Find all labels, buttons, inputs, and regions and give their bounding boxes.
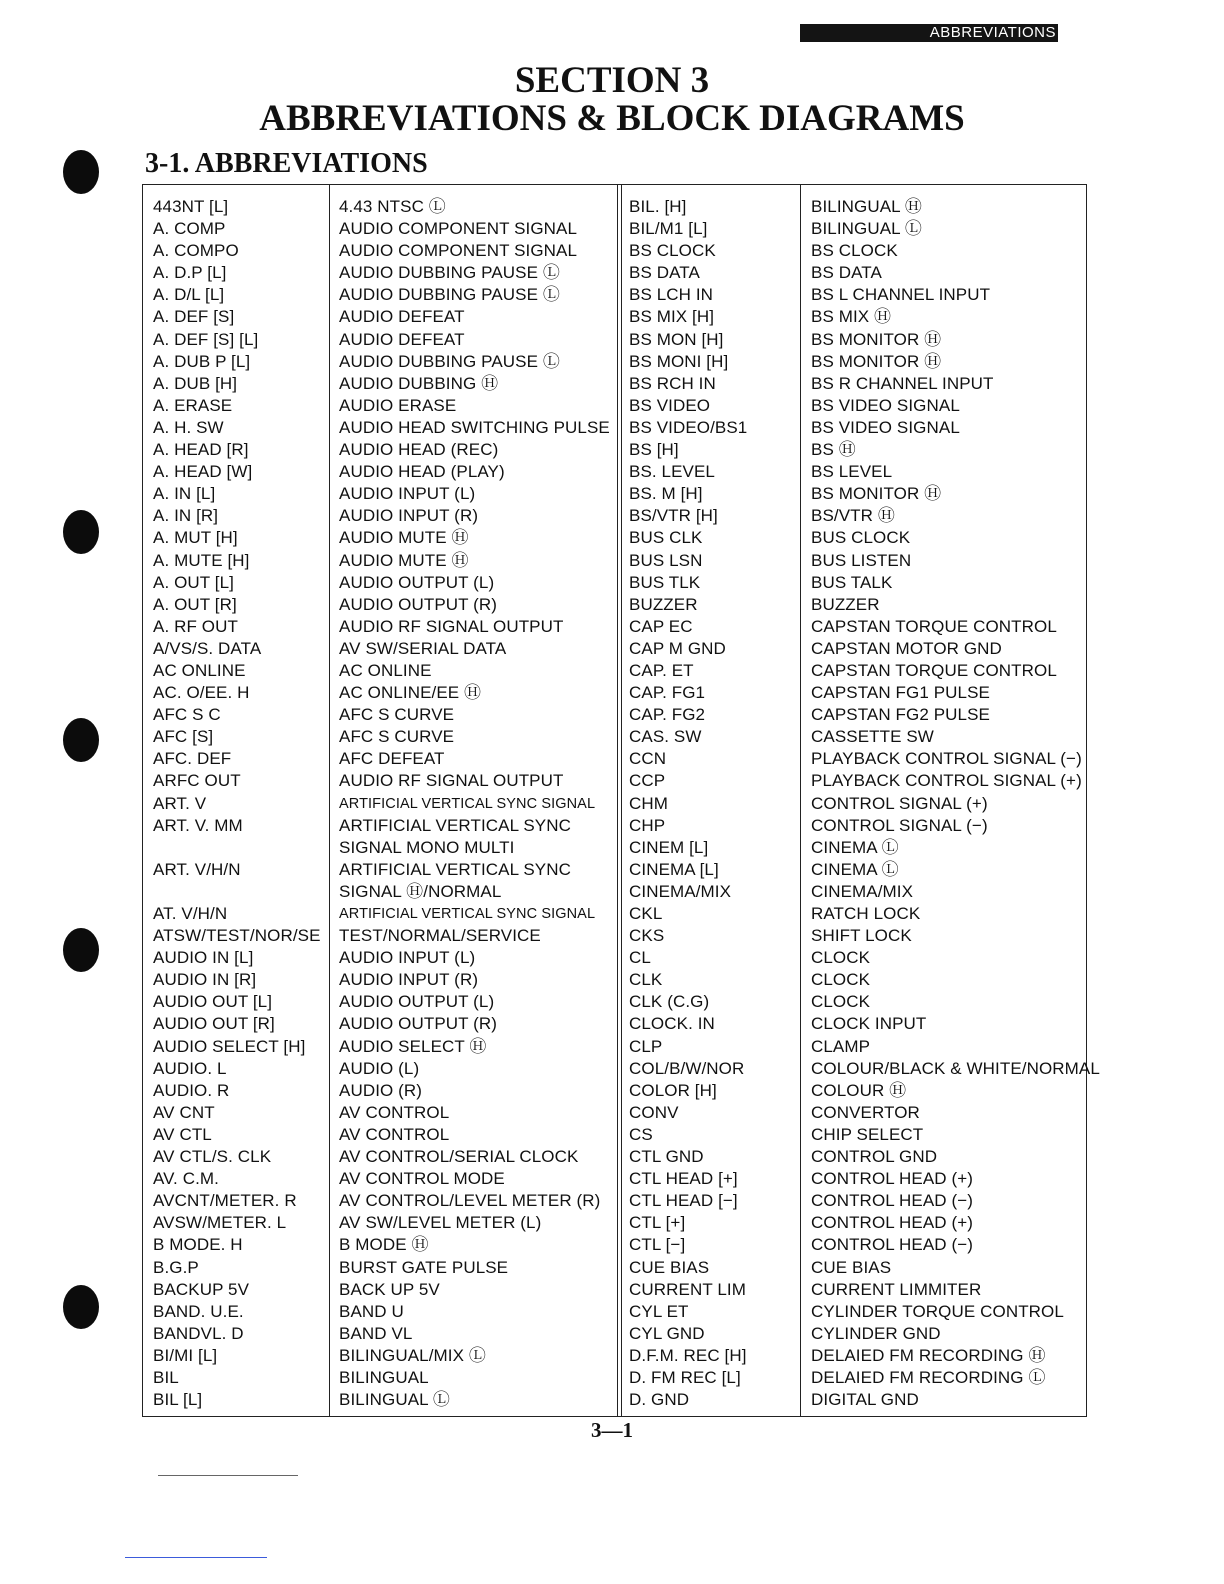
meaning-cell: CLOCK [811,948,871,968]
abbreviation-cell: COL/B/W/NOR [629,1058,745,1078]
abbreviation-cell: AUDIO IN [R] [153,970,257,990]
abbreviation-cell: CHP [629,815,666,835]
abbreviation-cell: CCP [629,771,666,791]
abbreviation-cell: A. D/L [L] [153,285,225,305]
abbreviation-cell: AFC S C [153,705,221,725]
section-subtitle-main: ABBREVIATIONS & BLOCK DIAGRAMS [259,98,965,139]
meaning-cell: AUDIO (R) [339,1080,423,1100]
meaning-cell: BS MIX Ⓗ [811,307,892,327]
meaning-cell: CYLINDER TORQUE CONTROL [811,1301,1064,1321]
meaning-cell: BS L CHANNEL INPUT [811,285,991,305]
abbreviation-cell: AUDIO. R [153,1080,230,1100]
meaning-cell: DIGITAL GND [811,1390,919,1410]
abbreviation-cell: BS [H] [629,440,679,460]
abbreviation-cell: BANDVL. D [153,1323,244,1343]
meaning-cell: AFC S CURVE [339,727,455,747]
abbreviation-cell: AC. O/EE. H [153,683,250,703]
meaning-cell: BS DATA [811,263,882,283]
abbreviation-cell: CINEM [L] [629,837,709,857]
abbreviation-cell: AUDIO. L [153,1058,227,1078]
meaning-cell: BUS CLOCK [811,528,911,548]
abbreviation-cell [153,881,321,903]
meaning-cell: CINEMA Ⓛ [811,859,899,879]
meaning-cell: AUDIO RF SIGNAL OUTPUT [339,771,564,791]
abbreviation-cell: CYL ET [629,1301,689,1321]
meaning-cell: BS MONITOR Ⓗ [811,329,942,349]
meaning-cell: AUDIO DUBBING Ⓗ [339,373,499,393]
abbreviation-cell: A. COMPO [153,241,239,261]
abbreviation-cell: AUDIO SELECT [H] [153,1036,306,1056]
abbreviation-cell: BS VIDEO [629,395,711,415]
abbreviation-cell: 443NT [L] [153,197,229,216]
abbreviation-cell: BAND. U.E. [153,1301,244,1321]
abbreviation-cell: CCN [629,749,667,769]
meaning-cell: RATCH LOCK [811,904,921,923]
meaning-cell: BS MONITOR Ⓗ [811,351,942,371]
meaning-cell: AUDIO DEFEAT [339,307,465,327]
abbreviation-cell: CTL HEAD [−] [629,1191,738,1211]
abbreviation-cell: CINEMA [L] [629,859,719,879]
abbreviation-cell: A. HEAD [R] [153,440,249,460]
abbreviation-cell: A. OUT [R] [153,594,237,614]
meaning-cell: BACK UP 5V [339,1279,440,1299]
meaning-cell: PLAYBACK CONTROL SIGNAL (+) [811,771,1082,791]
meaning-cell: SIGNAL MONO MULTI [339,837,515,857]
meaning-cell: BUS TALK [811,572,893,592]
meaning-cell: COLOUR Ⓗ [811,1080,907,1100]
meaning-cell: BILINGUAL/MIX Ⓛ [339,1345,486,1365]
abbreviation-cell: CLK (C.G) [629,992,710,1012]
abbreviation-cell: CKL [629,904,663,923]
abbreviation-cell: A. H. SW [153,417,224,437]
abbreviation-cell: A. DEF [S] [L] [153,329,259,349]
abbreviation-cell: A. MUTE [H] [153,550,250,570]
abbreviation-cell: CLP [629,1036,663,1056]
abbreviation-cell: BS DATA [629,263,700,283]
column-divider [800,185,801,1416]
abbreviation-cell: CAP. FG1 [629,683,706,703]
meaning-cell: DELAIED FM RECORDING Ⓛ [811,1367,1046,1387]
abbreviation-cell: CURRENT LIM [629,1279,746,1299]
abbreviation-cell: CYL GND [629,1323,705,1343]
meaning-cell: CLAMP [811,1036,871,1056]
meaning-cell: BILINGUAL [339,1367,429,1387]
meaning-cell: AUDIO HEAD SWITCHING PULSE [339,417,610,437]
abbreviation-cell: CONV [629,1102,679,1122]
abbreviation-cell: BIL [L] [153,1390,203,1410]
meaning-cell: AUDIO RF SIGNAL OUTPUT [339,616,564,636]
meaning-cell: CLOCK INPUT [811,1014,927,1034]
abbreviation-cell: BIL [153,1367,179,1387]
abbreviation-cell: A. D.P [L] [153,263,227,283]
meaning-cell: CAPSTAN TORQUE CONTROL [811,660,1057,680]
meaning-cell: PLAYBACK CONTROL SIGNAL (−) [811,749,1082,769]
meaning-cell: BS LEVEL [811,462,893,482]
abbreviation-cell: CTL [−] [629,1235,686,1255]
abbreviation-cell: BS LCH IN [629,285,714,305]
meaning-cell: BS Ⓗ [811,440,856,460]
abbreviation-cell: CS [629,1124,653,1144]
abbreviation-cell: A. HEAD [W] [153,462,253,482]
abbreviation-cell: AUDIO IN [L] [153,948,254,968]
abbreviation-cell: CL [629,948,651,968]
meaning-cell: AUDIO INPUT (L) [339,948,476,968]
meaning-cell: AFC S CURVE [339,705,455,725]
meaning-cell: AUDIO OUTPUT (L) [339,572,495,592]
meaning-cell: DELAIED FM RECORDING Ⓗ [811,1345,1046,1365]
meaning-cell: BS CLOCK [811,241,898,261]
abbreviation-cell: AVSW/METER. L [153,1213,287,1233]
abbreviation-cell: CTL HEAD [+] [629,1169,738,1189]
abbreviation-cell: AC ONLINE [153,660,246,680]
abbreviation-cell: BIL. [H] [629,197,687,216]
meaning-cell: AUDIO ERASE [339,395,457,415]
meaning-cell: AUDIO HEAD (PLAY) [339,462,505,482]
column-divider [621,185,622,1416]
meaning-cell: CONTROL HEAD (−) [811,1235,974,1255]
meaning-cell: AUDIO OUTPUT (L) [339,992,495,1012]
divider [125,1557,267,1558]
abbreviation-cell: A. IN [R] [153,506,219,526]
meaning-cell: AUDIO SELECT Ⓗ [339,1036,487,1056]
meaning-cell: AV CONTROL MODE [339,1169,505,1189]
meaning-cell: AUDIO DUBBING PAUSE Ⓛ [339,263,560,283]
abbreviation-cell: CAP. FG2 [629,705,706,725]
meaning-cell: CHIP SELECT [811,1124,924,1144]
abbreviation-cell: CAS. SW [629,727,702,747]
abbreviation-cell: D.F.M. REC [H] [629,1345,747,1365]
meaning-cell: CONTROL GND [811,1147,938,1167]
meaning-cell: AC ONLINE [339,660,432,680]
meaning-cell: CASSETTE SW [811,727,934,747]
abbreviation-column-1 [153,196,321,1411]
abbreviation-cell: COLOR [H] [629,1080,717,1100]
abbreviation-cell: BUS TLK [629,572,701,592]
abbreviation-cell: CAP M GND [629,638,726,658]
meaning-cell: SIGNAL Ⓗ/NORMAL [339,881,502,901]
meaning-cell: BUS LISTEN [811,550,912,570]
abbreviation-cell: A. DEF [S] [153,307,235,327]
abbreviation-column-2 [629,196,747,1411]
abbreviation-cell: CAP EC [629,616,693,636]
abbreviation-cell: A. OUT [L] [153,572,234,592]
abbreviation-cell: BS VIDEO/BS1 [629,417,748,437]
abbreviation-cell: BUZZER [629,594,698,614]
divider [158,1475,298,1476]
abbreviation-cell: BACKUP 5V [153,1279,250,1299]
column-divider [329,185,330,1416]
abbreviation-cell: BS/VTR [H] [629,506,718,526]
abbreviation-cell [153,837,321,859]
page-number: 3—1 [591,1418,633,1442]
abbreviation-cell: BIL/M1 [L] [629,219,708,239]
meaning-cell: CINEMA Ⓛ [811,837,899,857]
meaning-cell: ARTIFICIAL VERTICAL SYNC SIGNAL [339,795,596,812]
abbreviation-cell: A. IN [L] [153,484,216,504]
meaning-cell: CINEMA/MIX [811,881,914,901]
meaning-cell: AUDIO INPUT (R) [339,506,479,526]
meaning-cell: ARTIFICIAL VERTICAL SYNC [339,815,571,835]
abbreviation-cell: CAP. ET [629,660,694,680]
meaning-cell: 4.43 NTSC Ⓛ [339,197,446,216]
abbreviation-cell: ARFC OUT [153,771,241,791]
abbreviation-cell: D. FM REC [L] [629,1367,741,1387]
abbreviation-cell: AT. V/H/N [153,904,228,923]
meaning-cell: CAPSTAN TORQUE CONTROL [811,616,1057,636]
meaning-cell: AUDIO COMPONENT SIGNAL [339,219,578,239]
meaning-cell: AV CONTROL [339,1102,450,1122]
abbreviation-cell: CTL [+] [629,1213,686,1233]
meaning-cell: CYLINDER GND [811,1323,941,1343]
abbreviation-cell: A. DUB P [L] [153,351,251,371]
abbreviation-cell: CUE BIAS [629,1257,710,1277]
meaning-cell: CONTROL SIGNAL (+) [811,793,988,813]
abbreviation-cell: BI/MI [L] [153,1345,218,1365]
column-divider [617,185,618,1416]
meaning-cell: B MODE Ⓗ [339,1235,429,1255]
abbreviation-cell: ART. V [153,793,207,813]
binder-hole [63,928,99,972]
meaning-cell: AV CONTROL [339,1124,450,1144]
abbreviation-cell: CKS [629,926,665,946]
meaning-cell: AUDIO DUBBING PAUSE Ⓛ [339,285,560,305]
meaning-cell: CURRENT LIMMITER [811,1279,982,1299]
meaning-cell: AUDIO COMPONENT SIGNAL [339,241,578,261]
meaning-cell: CLOCK [811,970,871,990]
binder-hole [63,1285,99,1329]
meaning-cell: BS MONITOR Ⓗ [811,484,942,504]
meaning-column-2 [811,196,1100,1411]
abbreviation-cell: BS MIX [H] [629,307,715,327]
meaning-cell: CAPSTAN FG2 PULSE [811,705,990,725]
meaning-cell: AUDIO MUTE Ⓗ [339,528,469,548]
abbreviation-cell: A. RF OUT [153,616,238,636]
meaning-cell: CONTROL SIGNAL (−) [811,815,988,835]
meaning-cell: BAND U [339,1301,404,1321]
abbreviation-cell: AFC. DEF [153,749,232,769]
abbreviation-cell: CHM [629,793,669,813]
meaning-cell: BS R CHANNEL INPUT [811,373,994,393]
meaning-cell: BUZZER [811,594,880,614]
meaning-cell: COLOUR/BLACK & WHITE/NORMAL [811,1058,1100,1078]
abbreviation-cell: BS MONI [H] [629,351,729,371]
binder-hole [63,510,99,554]
abbreviation-cell: AUDIO OUT [R] [153,1014,275,1034]
meaning-cell: AUDIO HEAD (REC) [339,440,499,460]
abbreviation-cell: AV CNT [153,1102,215,1122]
abbreviation-cell: D. GND [629,1390,690,1410]
meaning-cell: AUDIO INPUT (L) [339,484,476,504]
abbreviation-cell: A. MUT [H] [153,528,238,548]
abbreviation-cell: AV CTL/S. CLK [153,1147,272,1167]
meaning-cell: TEST/NORMAL/SERVICE [339,926,541,946]
meaning-cell: AV CONTROL/LEVEL METER (R) [339,1191,601,1211]
abbreviation-cell: CINEMA/MIX [629,881,732,901]
meaning-cell: CAPSTAN MOTOR GND [811,638,1002,658]
meaning-cell: AV SW/SERIAL DATA [339,638,507,658]
abbreviation-cell: BUS CLK [629,528,703,548]
abbreviation-cell: ART. V. MM [153,815,243,835]
meaning-cell: BILINGUAL Ⓗ [811,197,923,216]
meaning-cell: CONTROL HEAD (+) [811,1169,974,1189]
binder-hole [63,150,99,194]
abbreviation-cell: ART. V/H/N [153,859,241,879]
abbreviation-cell: CLK [629,970,663,990]
abbreviation-cell: ATSW/TEST/NOR/SE [153,926,321,946]
abbreviation-cell: AV CTL [153,1124,212,1144]
meaning-cell: AV SW/LEVEL METER (L) [339,1213,542,1233]
meaning-cell: ARTIFICIAL VERTICAL SYNC SIGNAL [339,906,596,922]
abbreviations-table [142,184,1100,1417]
abbreviation-cell: A. DUB [H] [153,373,238,393]
section-title: SECTION 3 [514,60,710,101]
subsection-heading: 3-1. ABBREVIATIONS [145,148,428,179]
meaning-cell: CONTROL HEAD (−) [811,1191,974,1211]
meaning-column-1 [339,196,610,1411]
meaning-cell: BILINGUAL Ⓛ [811,219,923,239]
meaning-cell: BS VIDEO SIGNAL [811,417,960,437]
abbreviation-cell: CLOCK. IN [629,1014,715,1034]
abbreviation-cell: BS. LEVEL [629,462,715,482]
abbreviation-cell: A. COMP [153,219,226,239]
meaning-cell: AFC DEFEAT [339,749,445,769]
meaning-cell: SHIFT LOCK [811,926,912,946]
meaning-cell: ARTIFICIAL VERTICAL SYNC [339,859,571,879]
abbreviation-cell: BS RCH IN [629,373,716,393]
meaning-cell: BURST GATE PULSE [339,1257,509,1277]
meaning-cell: BS/VTR Ⓗ [811,506,895,526]
meaning-cell: BAND VL [339,1323,413,1343]
abbreviation-cell: CTL GND [629,1147,704,1167]
meaning-cell: AUDIO DUBBING PAUSE Ⓛ [339,351,560,371]
abbreviation-cell: BS MON [H] [629,329,724,349]
meaning-cell: AC ONLINE/EE Ⓗ [339,683,482,703]
meaning-cell: AV CONTROL/SERIAL CLOCK [339,1147,579,1167]
meaning-cell: CAPSTAN FG1 PULSE [811,683,990,703]
abbreviation-cell: AVCNT/METER. R [153,1191,297,1211]
abbreviation-cell: A. ERASE [153,395,233,415]
abbreviation-cell: BUS LSN [629,550,703,570]
meaning-cell: AUDIO INPUT (R) [339,970,479,990]
binder-hole [63,718,99,762]
abbreviation-cell: BS. M [H] [629,484,703,504]
meaning-cell: AUDIO OUTPUT (R) [339,1014,498,1034]
abbreviation-cell: AUDIO OUT [L] [153,992,273,1012]
abbreviation-cell: B.G.P [153,1257,199,1277]
meaning-cell: AUDIO (L) [339,1058,420,1078]
meaning-cell: AUDIO OUTPUT (R) [339,594,498,614]
meaning-cell: BILINGUAL Ⓛ [339,1390,451,1410]
abbreviation-cell: B MODE. H [153,1235,243,1255]
meaning-cell: AUDIO DEFEAT [339,329,465,349]
abbreviation-cell: AFC [S] [153,727,214,747]
meaning-cell: CONVERTOR [811,1102,920,1122]
meaning-cell: BS VIDEO SIGNAL [811,395,960,415]
meaning-cell: CLOCK [811,992,871,1012]
abbreviation-cell: AV. C.M. [153,1169,219,1189]
section-header-tab: ABBREVIATIONS [800,24,1058,42]
meaning-cell: CUE BIAS [811,1257,892,1277]
meaning-cell: CONTROL HEAD (+) [811,1213,974,1233]
abbreviation-cell: A/VS/S. DATA [153,638,262,658]
meaning-cell: AUDIO MUTE Ⓗ [339,550,469,570]
abbreviation-cell: BS CLOCK [629,241,716,261]
